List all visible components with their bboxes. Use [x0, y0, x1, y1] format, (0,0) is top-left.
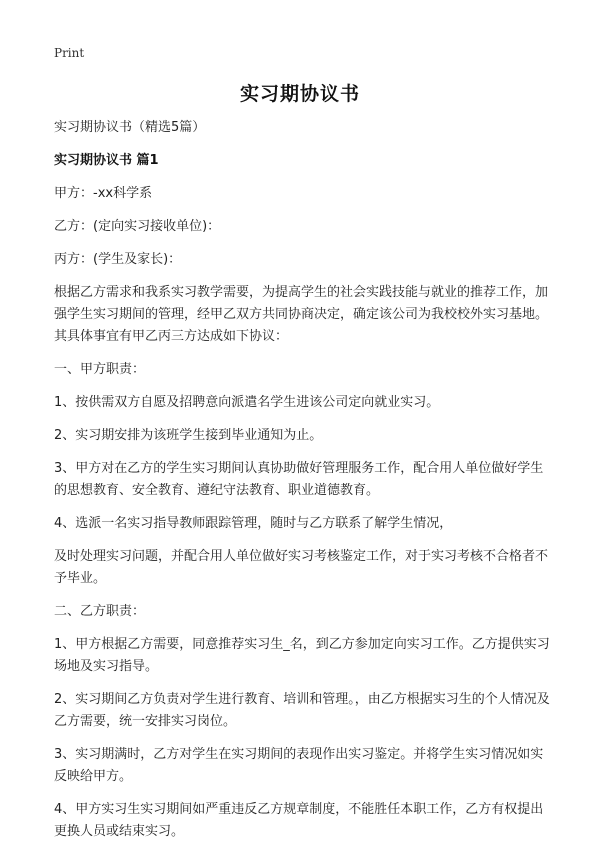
- party-b-duty-1: 1、甲方根据乙方需要，同意推荐实习生_名，到乙方参加定向实习工作。乙方提供实习场地及实习指导。: [54, 637, 550, 674]
- party-a-duty-4: 4、选派一名实习指导教师跟踪管理，随时与乙方联系了解学生情况，: [54, 516, 453, 531]
- document-body: [54, 117, 550, 854]
- print-link[interactable]: Print: [54, 46, 85, 60]
- party-a-duty-3: 3、甲方对在乙方的学生实习期间认真协助做好管理服务工作，配合用人单位做好学生的思想教育、安全教育、遵纪守法教育、职业道德教育。: [54, 461, 544, 498]
- party-b-line: 乙方：(定向实习接收单位)：: [54, 219, 221, 234]
- party-a-line: 甲方：-xx科学系: [54, 186, 153, 201]
- party-b-duties-heading: 二、乙方职责：: [54, 604, 146, 619]
- party-b-duty-2: 2、实习期间乙方负责对学生进行教育、培训和管理。，由乙方根据实习生的个人情况及乙方需要，统一安排实习岗位。: [54, 692, 550, 729]
- party-a-duty-1: 1、按供需双方自愿及招聘意向派遣名学生进该公司定向就业实习。: [54, 395, 440, 410]
- section-heading: 实习期协议书 篇1: [54, 153, 159, 168]
- party-b-duty-4: 4、甲方实习生实习期间如严重违反乙方规章制度，不能胜任本职工作，乙方有权提出更换人员或结束实习。: [54, 802, 544, 839]
- document-subtitle: 实习期协议书（精选5篇）: [54, 120, 206, 135]
- party-b-duty-3: 3、实习期满时，乙方对学生在实习期间的表现作出实习鉴定。并将学生实习情况如实反映给甲方。: [54, 747, 544, 784]
- party-a-duty-4-continued: 及时处理实习问题，并配合用人单位做好实习考核鉴定工作，对于实习考核不合格者不予毕业。: [54, 549, 549, 586]
- intro-paragraph: 根据乙方需求和我系实习教学需要，为提高学生的社会实践技能与就业的推荐工作，加强学生实习期间的管理，经甲乙双方共同协商决定，确定该公司为我校校外实习基地。其具体事宜有甲乙丙三方达成如下协议：: [54, 285, 549, 344]
- document-title: 实习期协议书: [239, 83, 360, 105]
- party-a-duty-2: 2、实习期安排为该班学生接到毕业通知为止。: [54, 428, 323, 443]
- party-c-line: 丙方：(学生及家长)：: [54, 252, 182, 267]
- party-a-duties-heading: 一、甲方职责：: [54, 362, 146, 377]
